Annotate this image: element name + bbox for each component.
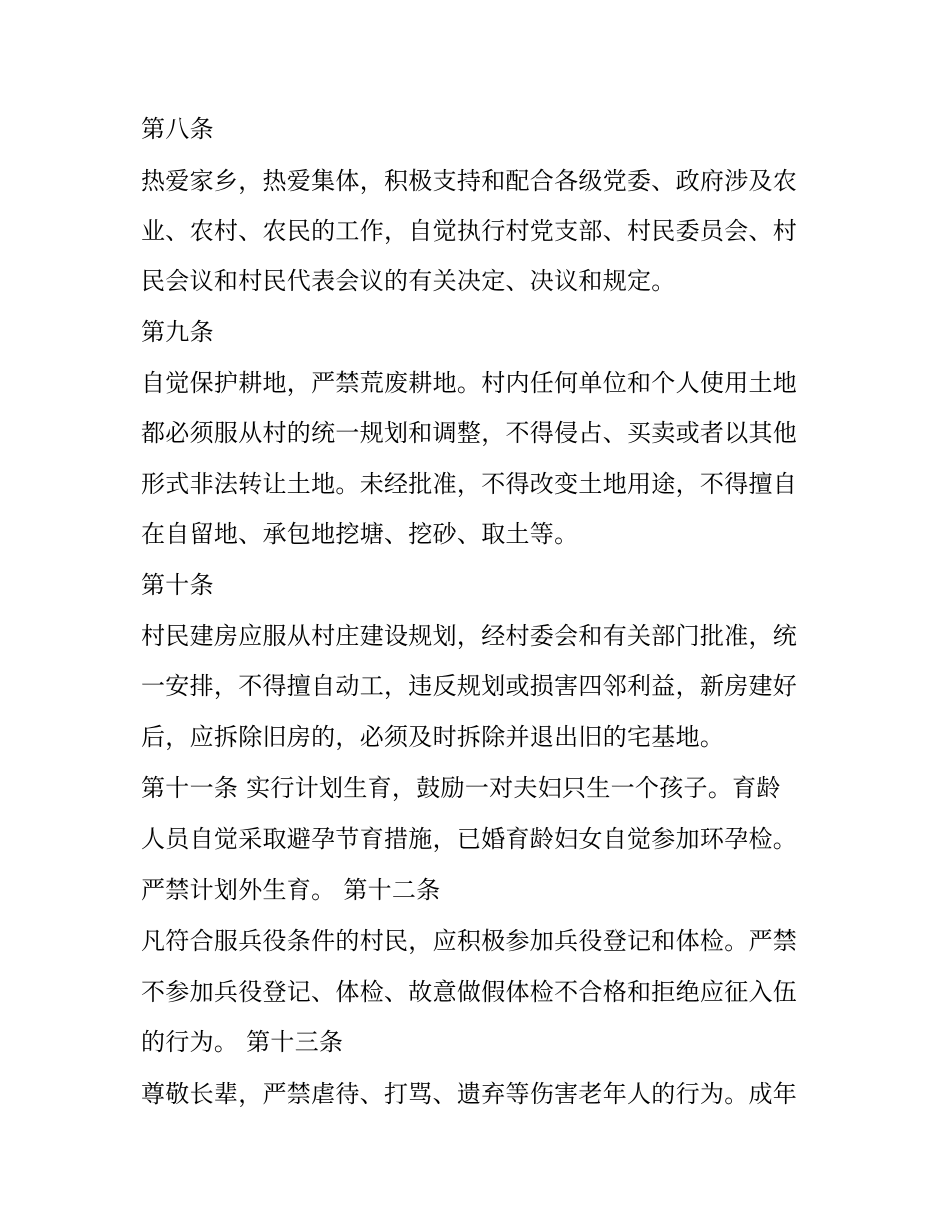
article-10-heading: 第十条 [141, 571, 214, 599]
article-11-text-line-3: 严禁计划外生育。 第十二条 [141, 876, 441, 904]
article-9-heading: 第九条 [141, 318, 214, 346]
article-8-text-line-2: 业、农村、农民的工作，自觉执行村党支部、村民委员会、村 [141, 217, 798, 245]
article-9-text-line-2: 都必须服从村的统一规划和调整，不得侵占、买卖或者以其他 [141, 419, 798, 447]
article-11-text-line-2: 人员自觉采取避孕节育措施，已婚育龄妇女自觉参加环孕检。 [141, 825, 798, 853]
article-8-heading: 第八条 [141, 115, 214, 143]
article-10-text-line-1: 村民建房应服从村庄建设规划，经村委会和有关部门批准，统 [141, 622, 798, 650]
article-12-text-line-2: 不参加兵役登记、体检、故意做假体检不合格和拒绝应征入伍 [141, 978, 798, 1006]
article-10-text-line-2: 一安排，不得擅自动工，违反规划或损害四邻利益，新房建好 [141, 672, 798, 700]
article-13-text-line-1: 尊敬长辈，严禁虐待、打骂、遗弃等伤害老年人的行为。成年 [141, 1080, 798, 1108]
article-8-text-line-3: 民会议和村民代表会议的有关决定、决议和规定。 [141, 267, 676, 295]
article-9-text-line-1: 自觉保护耕地，严禁荒废耕地。村内任何单位和个人使用土地 [141, 369, 798, 397]
article-12-text-line-3: 的行为。 第十三条 [141, 1028, 344, 1056]
article-9-text-line-4: 在自留地、承包地挖塘、挖砂、取土等。 [141, 520, 579, 548]
article-11-text-line-1: 第十一条 实行计划生育，鼓励一对夫妇只生一个孩子。育龄 [141, 774, 781, 802]
article-8-text-line-1: 热爱家乡，热爱集体，积极支持和配合各级党委、政府涉及农 [141, 167, 798, 195]
article-10-text-line-3: 后，应拆除旧房的，必须及时拆除并退出旧的宅基地。 [141, 723, 725, 751]
article-12-text-line-1: 凡符合服兵役条件的村民，应积极参加兵役登记和体检。严禁 [141, 927, 798, 955]
article-9-text-line-3: 形式非法转让土地。未经批准，不得改变土地用途，不得擅自 [141, 470, 798, 498]
